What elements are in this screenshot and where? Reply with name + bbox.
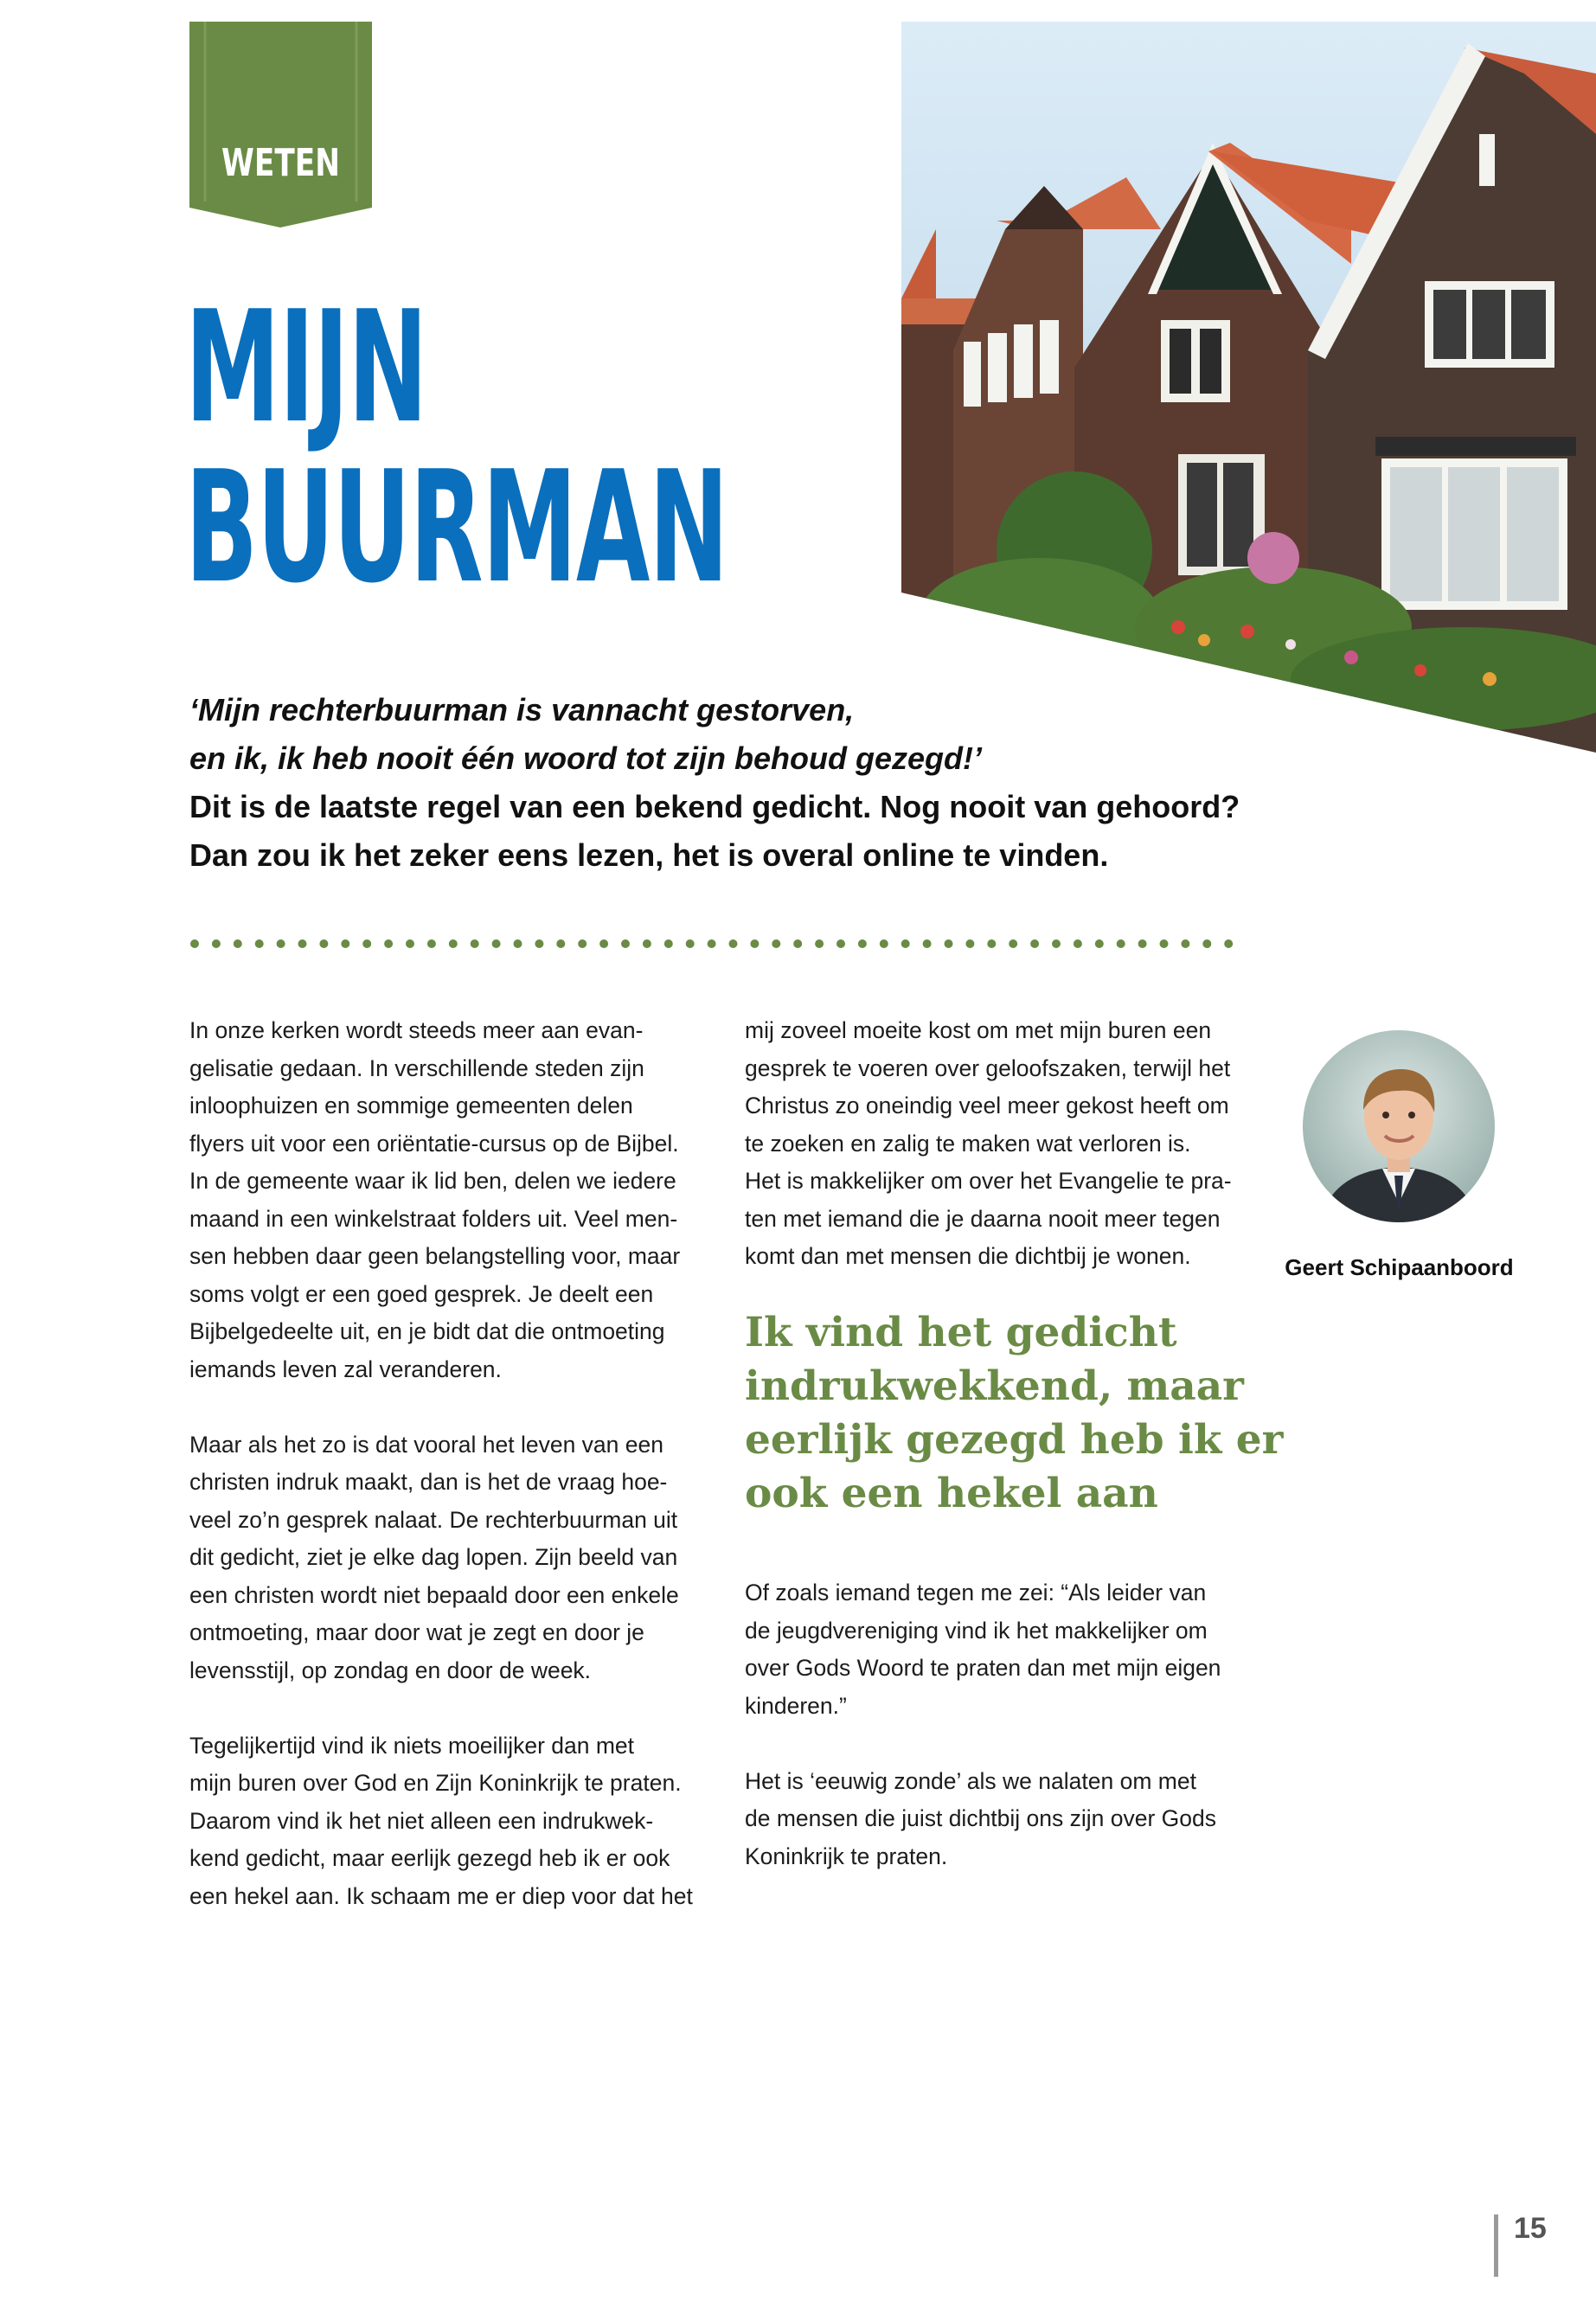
article-column-1 (189, 1012, 700, 1953)
paragraph-2 (189, 1426, 700, 1690)
text-line: mijn buren over God en Zijn Koninkrijk te praten. (189, 1770, 682, 1796)
page-title-line-1: MIJN (185, 278, 427, 457)
author-portrait-icon (1303, 1030, 1495, 1222)
intro-line-3: Dit is de laatste regel van een bekend gedicht. Nog nooit van gehoord? (189, 789, 1240, 824)
text-line: ontmoeting, maar door wat je zegt en door je (189, 1619, 644, 1645)
pull-quote-line: indrukwekkend, maar (745, 1362, 1244, 1410)
text-line: gesprek te voeren over geloofszaken, terwijl het (745, 1054, 1231, 1081)
text-line: mij zoveel moeite kost om met mijn buren een (745, 1017, 1212, 1043)
text-line: Het is ‘eeuwig zonde’ als we nalaten om met (745, 1767, 1196, 1794)
text-line: kinderen.” (745, 1692, 847, 1719)
intro-line-4: Dan zou ik het zeker eens lezen, het is overal online te vinden. (189, 837, 1109, 873)
text-line: gelisatie gedaan. In verschillende steden zijn (189, 1054, 644, 1081)
page-number: 15 (1514, 2212, 1547, 2245)
text-line: een christen wordt niet bepaald door een enkele (189, 1581, 679, 1608)
section-banner (189, 22, 372, 228)
pull-quote-line: ook een hekel aan (745, 1470, 1158, 1517)
text-line: Maar als het zo is dat vooral het leven van een (189, 1431, 663, 1458)
banner-shape (189, 22, 372, 228)
paragraph-5 (745, 1574, 1255, 1725)
text-line: flyers uit voor een oriëntatie-cursus op de Bijbel. (189, 1130, 679, 1157)
section-label: WETEN (221, 141, 340, 185)
paragraph-6 (745, 1763, 1255, 1876)
author-avatar (1303, 1030, 1495, 1222)
pull-quote-line: Ik vind het gedicht (745, 1309, 1177, 1356)
text-line: ten met iemand die je daarna nooit meer tegen (745, 1205, 1221, 1232)
text-line: te zoeken en zalig te maken wat verloren is. (745, 1130, 1191, 1157)
paragraph-4 (745, 1012, 1255, 1276)
text-line: de mensen die juist dichtbij ons zijn over Gods (745, 1805, 1217, 1831)
text-line: Koninkrijk te praten. (745, 1843, 948, 1869)
page-number-rule (1494, 2214, 1498, 2277)
text-line: de jeugdvereniging vind ik het makkelijker om (745, 1617, 1208, 1644)
article-column-2-top (745, 1012, 1255, 1313)
article-column-2-bottom (745, 1574, 1255, 1913)
text-line: In de gemeente waar ik lid ben, delen we iedere (189, 1168, 676, 1194)
text-line: Tegelijkertijd vind ik niets moeilijker dan met (189, 1732, 635, 1759)
text-line: inloophuizen en sommige gemeenten delen (189, 1093, 633, 1118)
text-line: soms volgt er een goed gesprek. Je deelt een (189, 1280, 654, 1307)
text-line: Of zoals iemand tegen me zei: “Als leider van (745, 1580, 1207, 1606)
houses-photo-icon (901, 22, 1596, 753)
dotted-divider (189, 936, 1253, 952)
text-line: kend gedicht, maar eerlijk gezegd heb ik er ook (189, 1845, 670, 1871)
text-line: een hekel aan. Ik schaam me er diep voor dat het (189, 1882, 693, 1909)
text-line: veel zo’n gesprek nalaat. De rechterbuurman uit (189, 1506, 678, 1533)
text-line: over Gods Woord te praten dan met mijn eigen (745, 1655, 1221, 1681)
text-line: sen hebben daar geen belangstelling voor, maar (189, 1243, 681, 1269)
text-line: Bijbelgedeelte uit, en je bidt dat die ontmoeting (189, 1318, 665, 1344)
text-line: christen indruk maakt, dan is het de vraag hoe- (189, 1469, 668, 1495)
author-name: Geert Schipaanboord (1285, 1254, 1514, 1280)
text-line: Het is makkelijker om over het Evangelie te pra- (745, 1168, 1232, 1194)
text-line: Daarom vind ik het niet alleen een indrukwek- (189, 1807, 654, 1834)
text-line: maand in een winkelstraat folders uit. Veel men- (189, 1205, 678, 1232)
houses-photo (901, 22, 1596, 753)
paragraph-3 (189, 1727, 700, 1916)
dotted-divider-graphic (189, 936, 1253, 952)
text-line: dit gedicht, ziet je elke dag lopen. Zijn beeld van (189, 1544, 678, 1570)
text-line: komt dan met mensen die dichtbij je wonen. (745, 1243, 1191, 1269)
text-line: In onze kerken wordt steeds meer aan evan- (189, 1017, 644, 1043)
pull-quote (745, 1306, 1284, 1521)
intro-quote-line-1: ‘Mijn rechterbuurman is vannacht gestorven, (189, 692, 855, 727)
page-title-line-2: BUURMAN (185, 438, 728, 617)
text-line: iemands leven zal veranderen. (189, 1356, 502, 1382)
intro-quote-line-2: en ik, ik heb nooit één woord tot zijn behoud gezegd!’ (189, 740, 982, 776)
pull-quote-line: eerlijk gezegd heb ik er (745, 1416, 1284, 1464)
paragraph-1 (189, 1012, 700, 1388)
intro-text (189, 686, 1245, 880)
text-line: levensstijl, op zondag en door de week. (189, 1657, 592, 1683)
text-line: Christus zo oneindig veel meer gekost heeft om (745, 1093, 1229, 1118)
